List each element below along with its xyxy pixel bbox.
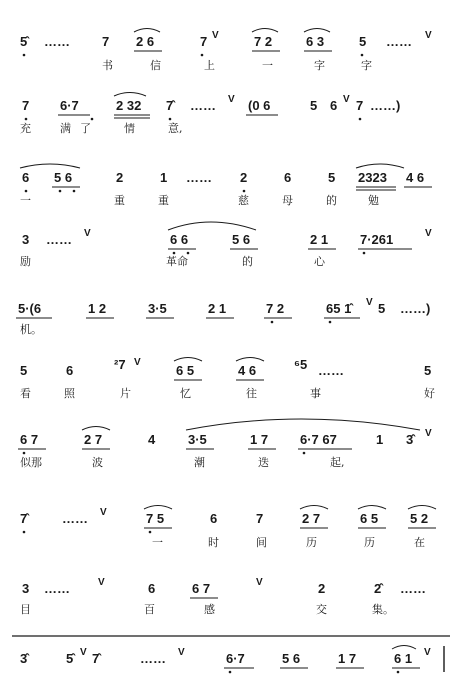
note: 2 6 bbox=[136, 34, 155, 49]
note: 2 7 bbox=[84, 432, 103, 447]
lyric: 励 bbox=[20, 255, 31, 268]
lyric: 历 bbox=[306, 536, 317, 549]
note: 2 bbox=[116, 170, 124, 185]
octave-dot bbox=[187, 252, 190, 255]
note: 6 1 bbox=[394, 651, 413, 666]
note: …… bbox=[46, 232, 72, 247]
lyric: 在 bbox=[414, 536, 425, 549]
octave-dot bbox=[23, 54, 26, 57]
note: 1 7 bbox=[250, 432, 269, 447]
breath-mark: V bbox=[134, 357, 141, 368]
note: 5 2 bbox=[410, 511, 429, 526]
breath-mark: V bbox=[228, 94, 235, 105]
note: 6 bbox=[284, 170, 292, 185]
lyric: 目 bbox=[20, 603, 31, 616]
slur bbox=[408, 506, 436, 510]
note: 7 bbox=[256, 511, 264, 526]
lyric: 起, bbox=[330, 456, 345, 469]
note: 5 bbox=[424, 363, 432, 378]
lyric: 的 bbox=[326, 194, 337, 207]
octave-dot bbox=[359, 118, 362, 121]
lyric: 往 bbox=[246, 387, 257, 400]
note: …… bbox=[44, 34, 70, 49]
lyric: 字 bbox=[314, 59, 325, 72]
breath-mark: V bbox=[256, 577, 263, 588]
lyric: 革命 bbox=[166, 255, 188, 268]
lyric: 间 bbox=[256, 536, 267, 549]
lyric: 重 bbox=[158, 194, 169, 207]
note: ……) bbox=[400, 301, 431, 316]
note: 5̂ bbox=[66, 651, 74, 666]
note: ²7 bbox=[114, 357, 126, 372]
lyric: 信 bbox=[150, 59, 161, 72]
note: 6·7 bbox=[226, 651, 245, 666]
note: 4 6 bbox=[406, 170, 425, 185]
note: 5 bbox=[328, 170, 336, 185]
note: 3·5 bbox=[148, 301, 167, 316]
note: (0 6 bbox=[248, 98, 271, 113]
note: 6 bbox=[148, 581, 156, 596]
octave-dot bbox=[25, 118, 28, 121]
lyric: 事 bbox=[310, 387, 321, 400]
lyric: 了 bbox=[80, 122, 91, 135]
note: 2 7 bbox=[302, 511, 321, 526]
lyric: 母 bbox=[282, 194, 293, 207]
lyric: 片 bbox=[120, 387, 131, 400]
octave-dot bbox=[361, 54, 364, 57]
lyric: 感 bbox=[204, 603, 215, 616]
note: …… bbox=[190, 98, 216, 113]
note: 3̂ bbox=[406, 432, 414, 447]
note: 7̂ bbox=[92, 651, 100, 666]
note: 7̂ bbox=[20, 511, 28, 526]
breath-mark: V bbox=[84, 228, 91, 239]
octave-dot bbox=[271, 321, 274, 324]
lyric: 上 bbox=[204, 59, 215, 72]
lyric: 充 bbox=[20, 122, 31, 135]
note: …… bbox=[62, 511, 88, 526]
octave-dot bbox=[25, 190, 28, 193]
octave-dot bbox=[169, 118, 172, 121]
note: 4 bbox=[148, 432, 156, 447]
note: 5 bbox=[378, 301, 386, 316]
note: 7 5 bbox=[146, 511, 165, 526]
slur bbox=[174, 358, 202, 362]
octave-dot bbox=[149, 531, 152, 534]
octave-dot bbox=[59, 190, 62, 193]
note: 1 7 bbox=[338, 651, 357, 666]
slur bbox=[20, 164, 80, 168]
note: 7 bbox=[356, 98, 364, 113]
octave-dot bbox=[73, 190, 76, 193]
breath-mark: V bbox=[98, 577, 105, 588]
octave-dot bbox=[363, 252, 366, 255]
lyric: 忆 bbox=[180, 387, 191, 400]
lyric: 迭 bbox=[258, 456, 269, 469]
slur bbox=[114, 93, 146, 97]
lyric: 似那 bbox=[20, 456, 42, 469]
breath-mark: V bbox=[425, 428, 432, 439]
note: 2 bbox=[240, 170, 248, 185]
slur bbox=[236, 358, 264, 362]
note: 1 bbox=[160, 170, 168, 185]
lyric: 交 bbox=[316, 603, 327, 616]
lyric: 历 bbox=[364, 536, 375, 549]
note: 7 bbox=[200, 34, 208, 49]
lyric: 百 bbox=[144, 603, 155, 616]
octave-dot bbox=[23, 452, 26, 455]
slur bbox=[300, 506, 328, 510]
note: …… bbox=[186, 170, 212, 185]
lyric: 看 bbox=[20, 387, 31, 400]
slur bbox=[252, 29, 278, 33]
octave-dot bbox=[91, 118, 94, 121]
note: 2̂ bbox=[374, 581, 382, 596]
lyric: 书 bbox=[102, 59, 113, 72]
breath-mark: V bbox=[100, 507, 107, 518]
note: 2323 bbox=[358, 170, 387, 185]
note: 5 bbox=[310, 98, 318, 113]
breath-mark: V bbox=[424, 647, 431, 658]
note: 5 6 bbox=[282, 651, 301, 666]
note: 5 6 bbox=[232, 232, 251, 247]
octave-dot bbox=[23, 531, 26, 534]
slur bbox=[358, 506, 386, 510]
breath-mark: V bbox=[425, 30, 432, 41]
lyric: 心 bbox=[314, 255, 325, 268]
note: 5 bbox=[20, 363, 28, 378]
note: 3·5 bbox=[188, 432, 207, 447]
note: …… bbox=[140, 651, 166, 666]
note: 7 bbox=[22, 98, 30, 113]
note: 3 bbox=[22, 232, 30, 247]
note: 5 bbox=[359, 34, 367, 49]
lyric: 机。 bbox=[20, 323, 42, 336]
note: 2 1 bbox=[208, 301, 227, 316]
note: 7 2 bbox=[254, 34, 273, 49]
note: ……) bbox=[370, 98, 401, 113]
lyric: 情 bbox=[124, 122, 135, 135]
slur bbox=[392, 646, 416, 650]
octave-dot bbox=[201, 54, 204, 57]
breath-mark: V bbox=[366, 297, 373, 308]
note: 6 5 bbox=[176, 363, 195, 378]
note: …… bbox=[386, 34, 412, 49]
note: 3̂ bbox=[20, 651, 28, 666]
lyric: 照 bbox=[64, 387, 75, 400]
breath-mark: V bbox=[178, 647, 185, 658]
note: 6 7 bbox=[20, 432, 39, 447]
note: 1 2 bbox=[88, 301, 107, 316]
note: 5·(6 bbox=[18, 301, 42, 316]
lyric: 一 bbox=[262, 59, 273, 72]
slur bbox=[82, 427, 110, 431]
lyric: 重 bbox=[114, 194, 125, 207]
lyric: 的 bbox=[242, 255, 253, 268]
lyric: 波 bbox=[92, 456, 103, 469]
note: 65 1̂ bbox=[326, 301, 352, 316]
lyric: 一 bbox=[152, 536, 163, 549]
note: 2 32 bbox=[116, 98, 142, 113]
note: 1 bbox=[376, 432, 384, 447]
lyric: 好 bbox=[424, 387, 435, 400]
octave-dot bbox=[229, 671, 232, 674]
slur bbox=[186, 419, 420, 430]
note: 5̂ bbox=[20, 34, 28, 49]
lyric: 时 bbox=[208, 536, 219, 549]
octave-dot bbox=[397, 671, 400, 674]
note: 2 bbox=[318, 581, 326, 596]
note: 7̂ bbox=[166, 98, 174, 113]
breath-mark: V bbox=[425, 228, 432, 239]
note: 6·7 bbox=[60, 98, 79, 113]
note: 4 6 bbox=[238, 363, 257, 378]
lyric: 集。 bbox=[372, 603, 394, 616]
note: 6 bbox=[210, 511, 218, 526]
note: 6·7 67 bbox=[300, 432, 337, 447]
breath-mark: V bbox=[212, 30, 219, 41]
octave-dot bbox=[243, 190, 246, 193]
lyric: 字 bbox=[361, 59, 372, 72]
slur bbox=[356, 164, 404, 168]
note: 2 1 bbox=[310, 232, 329, 247]
note: ⁶5 bbox=[294, 357, 308, 372]
breath-mark: V bbox=[80, 647, 87, 658]
note: 6 bbox=[330, 98, 338, 113]
lyric: 意, bbox=[168, 122, 183, 135]
slur bbox=[134, 29, 160, 33]
note: 6 5 bbox=[360, 511, 379, 526]
slur bbox=[304, 29, 330, 33]
slur bbox=[144, 506, 172, 510]
note: 6 6 bbox=[170, 232, 189, 247]
note: 7·261 bbox=[360, 232, 394, 247]
breath-mark: V bbox=[343, 94, 350, 105]
lyric: 慈 bbox=[238, 194, 249, 207]
note: 6 3 bbox=[306, 34, 325, 49]
note: 7 bbox=[102, 34, 110, 49]
lyric: 一 bbox=[20, 194, 31, 207]
note: 6 bbox=[22, 170, 30, 185]
lyric: 满 bbox=[60, 122, 71, 135]
note: 3 bbox=[22, 581, 30, 596]
note: 5 6 bbox=[54, 170, 73, 185]
octave-dot bbox=[303, 452, 306, 455]
note: …… bbox=[400, 581, 426, 596]
note: 7 2 bbox=[266, 301, 285, 316]
note: 6 bbox=[66, 363, 74, 378]
lyric: 勉 bbox=[368, 194, 379, 207]
slur bbox=[168, 222, 256, 230]
octave-dot bbox=[329, 321, 332, 324]
note: …… bbox=[44, 581, 70, 596]
note: 6 7 bbox=[192, 581, 211, 596]
octave-dot bbox=[173, 252, 176, 255]
note: …… bbox=[318, 363, 344, 378]
lyric: 潮 bbox=[194, 456, 205, 469]
